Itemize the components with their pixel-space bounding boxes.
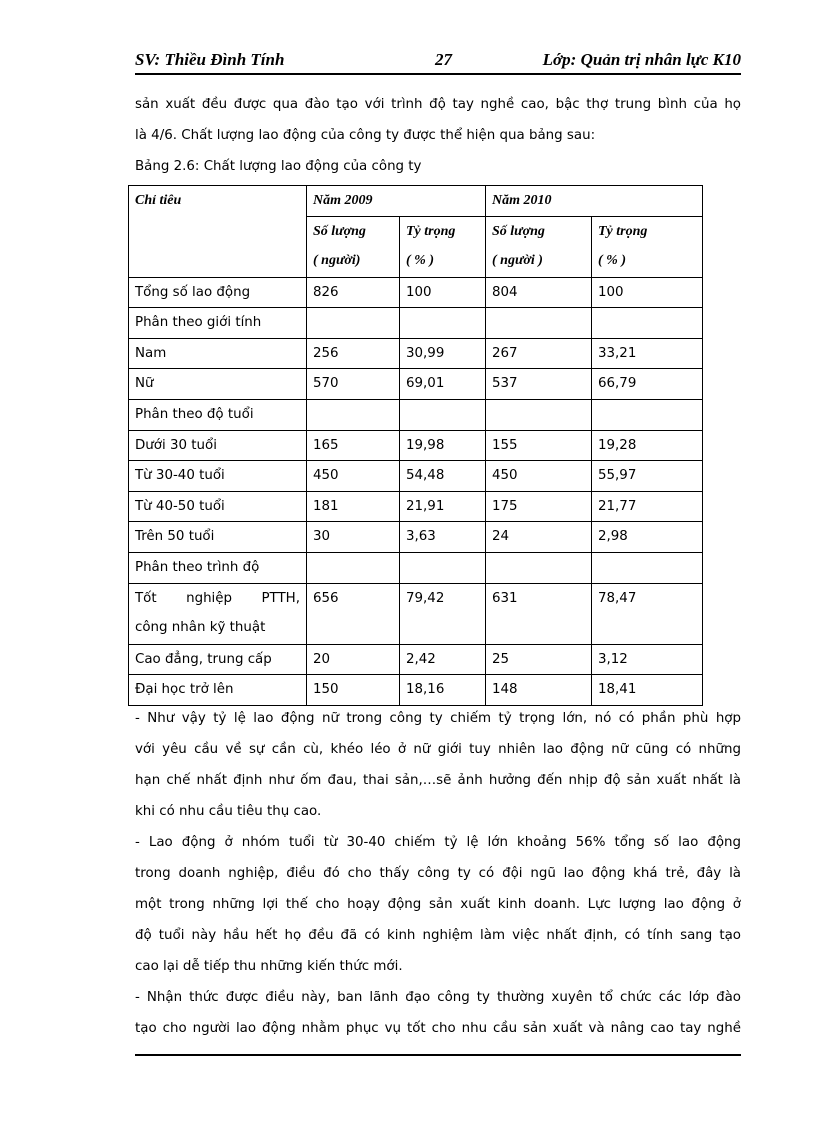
cell-count-2010: 267 xyxy=(486,338,592,369)
table-row xyxy=(129,308,703,339)
cell-ratio-2009: 54,48 xyxy=(400,461,486,492)
cell-count-2010: 804 xyxy=(486,277,592,308)
cell-ratio-2009: 21,91 xyxy=(400,491,486,522)
cell-ratio-2009 xyxy=(400,308,486,339)
page-header xyxy=(135,50,741,72)
row-label: Đại học trở lên xyxy=(129,675,307,706)
row-label: Cao đẳng, trung cấp xyxy=(129,644,307,675)
cell-count-2009: 165 xyxy=(307,430,400,461)
cell-ratio-2009: 30,99 xyxy=(400,338,486,369)
cell-ratio-2009: 2,42 xyxy=(400,644,486,675)
cell-ratio-2010: 78,47 xyxy=(592,583,703,644)
cell-count-2010: 450 xyxy=(486,461,592,492)
table-row xyxy=(129,583,703,644)
header-page-number: 27 xyxy=(435,50,452,69)
subheader-ratio-2010: Tỷ trọng ( % ) xyxy=(592,216,703,277)
cell-count-2010: 631 xyxy=(486,583,592,644)
cell-ratio-2010: 55,97 xyxy=(592,461,703,492)
cell-ratio-2009: 79,42 xyxy=(400,583,486,644)
cell-count-2009 xyxy=(307,308,400,339)
header-class-name: Lớp: Quản trị nhân lực K10 xyxy=(542,50,741,69)
row-label: Phân theo độ tuổi xyxy=(129,399,307,430)
cell-count-2010: 24 xyxy=(486,522,592,553)
cell-count-2010: 175 xyxy=(486,491,592,522)
cell-count-2010 xyxy=(486,552,592,583)
cell-ratio-2010: 3,12 xyxy=(592,644,703,675)
cell-count-2009: 656 xyxy=(307,583,400,644)
cell-ratio-2010: 66,79 xyxy=(592,369,703,400)
subheader-count-2010: Số lượng ( người ) xyxy=(486,216,592,277)
row-label: Nam xyxy=(129,338,307,369)
cell-ratio-2010: 33,21 xyxy=(592,338,703,369)
table-row xyxy=(129,277,703,308)
cell-ratio-2009: 3,63 xyxy=(400,522,486,553)
cell-count-2009: 181 xyxy=(307,491,400,522)
cell-ratio-2010: 21,77 xyxy=(592,491,703,522)
cell-count-2009: 20 xyxy=(307,644,400,675)
row-label: Từ 40-50 tuổi xyxy=(129,491,307,522)
cell-count-2009 xyxy=(307,399,400,430)
header-year-2009: Năm 2009 xyxy=(307,186,486,217)
cell-ratio-2010: 19,28 xyxy=(592,430,703,461)
intro-paragraph xyxy=(135,89,741,151)
paragraph-female-ratio: - Như vậy tỷ lệ lao động nữ trong công ty chiếm tỷ trọng lớn, nó có phần phù hợp với yêu cầu về sự cần cù, khéo léo ở nữ giới tuy nhiên lao động nữ cũng có những hạn chế nhất định như ốm đau, thai sản,…sẽ ảnh hưởng đến nhịp độ sản xuất nhất là khi có nhu cầu tiêu thụ cao. xyxy=(135,711,741,819)
header-student-name: SV: Thiều Đình Tính xyxy=(135,50,285,69)
row-label: Phân theo trình độ xyxy=(129,552,307,583)
row-label: Từ 30-40 tuổi xyxy=(129,461,307,492)
table-row xyxy=(129,430,703,461)
table-caption: Bảng 2.6: Chất lượng lao động của công ty xyxy=(135,159,422,174)
table-row xyxy=(129,461,703,492)
cell-count-2009: 570 xyxy=(307,369,400,400)
header-indicator: Chỉ tiêu xyxy=(129,186,307,278)
cell-ratio-2010 xyxy=(592,308,703,339)
labor-quality-table xyxy=(128,185,703,706)
table-row xyxy=(129,522,703,553)
subheader-count-2009: Số lượng ( người) xyxy=(307,216,400,277)
cell-ratio-2010: 18,41 xyxy=(592,675,703,706)
subheader-ratio-2009: Tỷ trọng ( % ) xyxy=(400,216,486,277)
table-row xyxy=(129,399,703,430)
cell-count-2010: 25 xyxy=(486,644,592,675)
table-row xyxy=(129,644,703,675)
table-row xyxy=(129,552,703,583)
paragraph-training: - Nhận thức được điều này, ban lãnh đạo công ty thường xuyên tổ chức các lớp đào tạo cho người lao động nhằm phục vụ tốt cho nhu cầu sản xuất và nâng cao tay nghề xyxy=(135,990,741,1036)
intro-line-2: là 4/6. Chất lượng lao động của công ty được thể hiện qua bảng sau: xyxy=(135,128,596,143)
cell-ratio-2010: 100 xyxy=(592,277,703,308)
row-label: Trên 50 tuổi xyxy=(129,522,307,553)
cell-ratio-2009: 100 xyxy=(400,277,486,308)
table-row xyxy=(129,491,703,522)
cell-count-2009: 256 xyxy=(307,338,400,369)
paragraph-age-group: - Lao động ở nhóm tuổi từ 30-40 chiếm tỷ lệ lớn khoảng 56% tổng số lao động trong doanh nghiệp, điều đó cho thấy công ty có đội ngũ lao động khá trẻ, đây là một trong những lợi thế cho hoạy động sản xuất kinh doanh. Lực lượng lao động ở độ tuổi này hầu hết họ đều đã có kinh nghiệm làm việc nhất định, có tính sang tạo cao lại dễ tiếp thu những kiến thức mới. xyxy=(135,835,741,974)
cell-count-2010 xyxy=(486,308,592,339)
table-row xyxy=(129,338,703,369)
cell-ratio-2009: 69,01 xyxy=(400,369,486,400)
cell-ratio-2009 xyxy=(400,552,486,583)
cell-count-2009: 150 xyxy=(307,675,400,706)
cell-ratio-2009: 19,98 xyxy=(400,430,486,461)
header-divider xyxy=(135,73,741,75)
table-row xyxy=(129,369,703,400)
cell-count-2010 xyxy=(486,399,592,430)
footer-divider xyxy=(135,1054,741,1056)
row-label: Dưới 30 tuổi xyxy=(129,430,307,461)
cell-ratio-2009 xyxy=(400,399,486,430)
row-label: Tổng số lao động xyxy=(129,277,307,308)
cell-count-2009 xyxy=(307,552,400,583)
row-label-line-1: Tốt nghiệp PTTH, xyxy=(135,590,300,606)
cell-ratio-2009: 18,16 xyxy=(400,675,486,706)
cell-ratio-2010: 2,98 xyxy=(592,522,703,553)
header-year-2010: Năm 2010 xyxy=(486,186,703,217)
row-label-line-2: công nhân kỹ thuật xyxy=(135,619,266,635)
cell-count-2010: 537 xyxy=(486,369,592,400)
analysis-text xyxy=(135,703,741,1044)
cell-ratio-2010 xyxy=(592,552,703,583)
cell-count-2009: 450 xyxy=(307,461,400,492)
row-label: Phân theo giới tính xyxy=(129,308,307,339)
row-label xyxy=(129,583,307,644)
cell-count-2010: 155 xyxy=(486,430,592,461)
table-header-row xyxy=(129,186,703,217)
cell-count-2010: 148 xyxy=(486,675,592,706)
intro-line-1: sản xuất đều được qua đào tạo với trình độ tay nghề cao, bậc thợ trung bình của họ xyxy=(135,97,741,112)
cell-count-2009: 30 xyxy=(307,522,400,553)
cell-count-2009: 826 xyxy=(307,277,400,308)
row-label: Nữ xyxy=(129,369,307,400)
cell-ratio-2010 xyxy=(592,399,703,430)
table-row xyxy=(129,675,703,706)
